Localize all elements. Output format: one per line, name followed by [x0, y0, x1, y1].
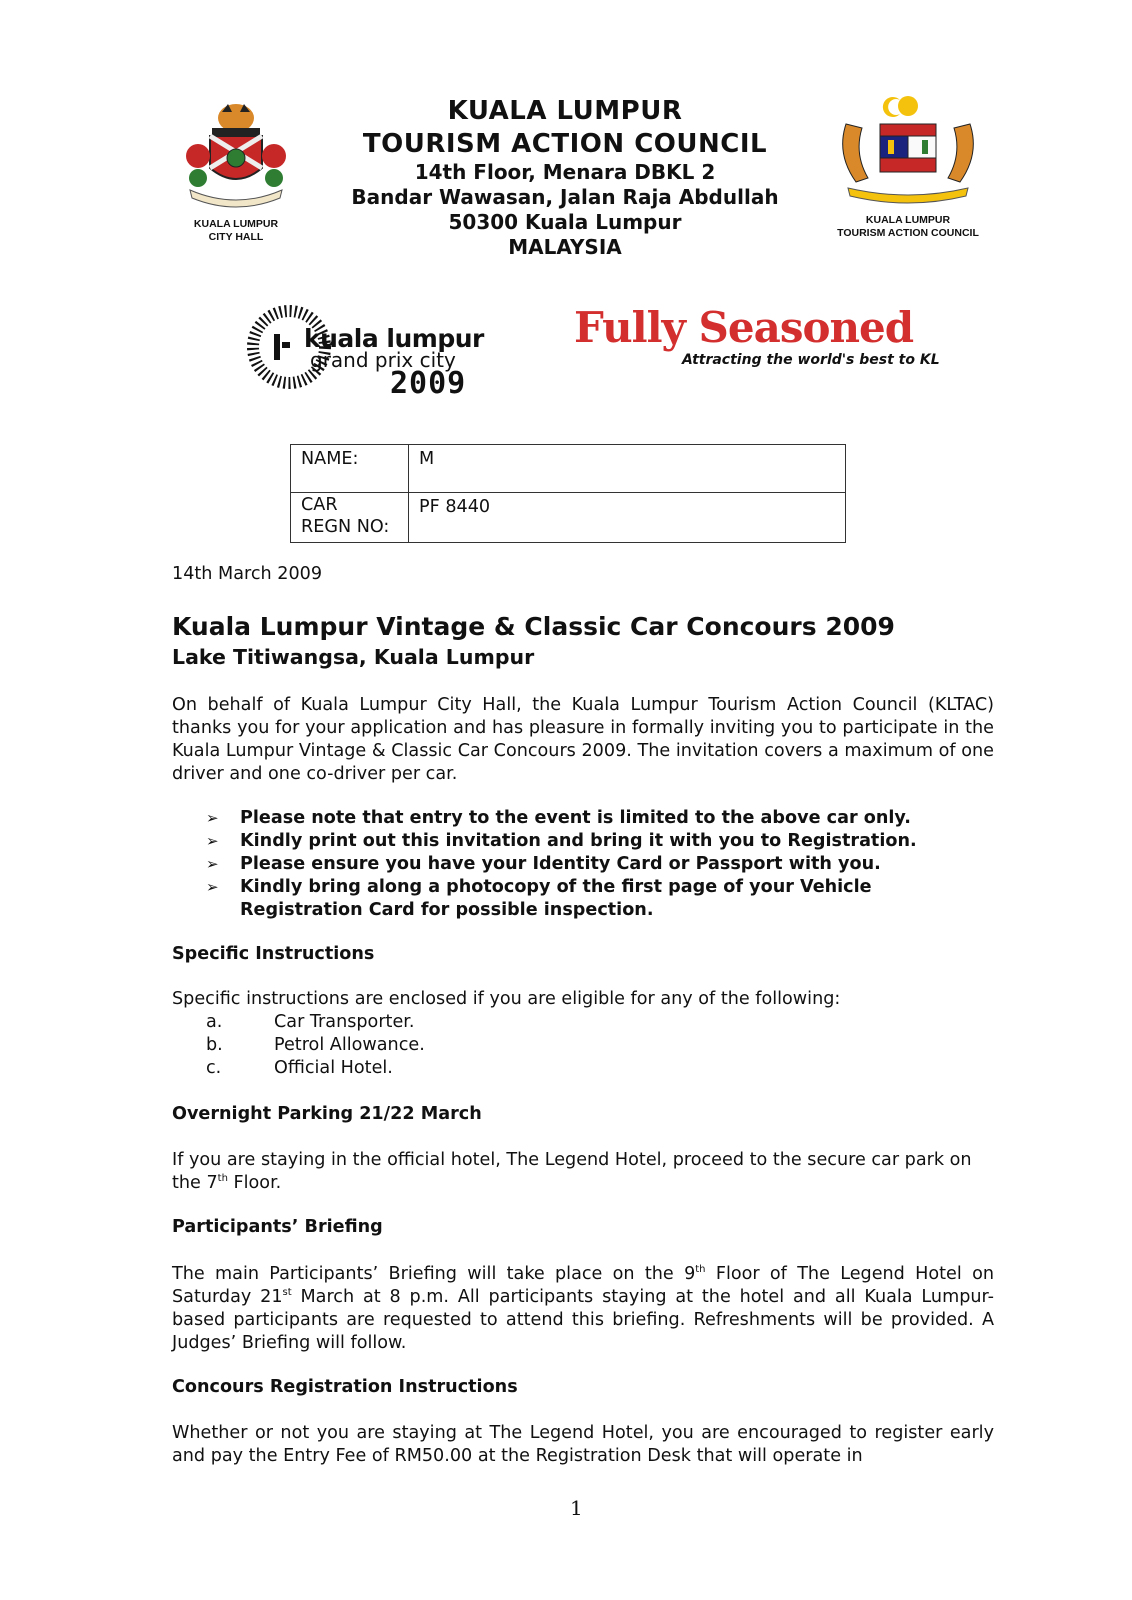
participant-info-table [290, 444, 846, 543]
grand-prix-line1: kuala lumpur [304, 324, 484, 353]
bullet-item [206, 830, 1006, 853]
kltac-caption [828, 214, 988, 240]
address-line4: MALAYSIA [508, 235, 622, 259]
kltac-crest-icon [828, 94, 988, 206]
parking-sup: th [217, 1173, 228, 1185]
briefing-sup: st [282, 1287, 292, 1299]
car-row [291, 493, 846, 543]
event-title: Kuala Lumpur Vintage & Classic Car Concours 2009 [172, 612, 895, 641]
kltac-caption-line1: KUALA LUMPUR [865, 214, 951, 226]
city-hall-logo [182, 98, 290, 243]
car-label-line1: CAR [301, 495, 338, 515]
name-label: NAME: [291, 445, 409, 493]
intro-paragraph: On behalf of Kuala Lumpur City Hall, the Kuala Lumpur Tourism Action Council (KLTAC) thanks you for your application and has pleasure in formally inviting you to participate in the Kuala Lumpur Vintage & Classic Car Concours 2009. The invitation covers a maximum of one driver and one co-driver per car. [172, 695, 994, 784]
registration-text: Whether or not you are staying at The Legend Hotel, you are encouraged to register early and pay the Entry Fee of RM50.00 at the Registration Desk that will operate in [172, 1423, 994, 1466]
parking-text-part: If you are staying in the official hotel, The Legend Hotel, proceed to the secure car park on the 7 [172, 1150, 972, 1193]
bullet-text: Kindly print out this invitation and bring it with you to Registration. [240, 831, 917, 851]
list-label: Car Transporter. [274, 1012, 415, 1032]
bullet-text: Please note that entry to the event is limited to the above car only. [240, 808, 911, 828]
kltac-logo [828, 94, 988, 244]
grand-prix-city-logo [244, 302, 494, 402]
city-hall-caption-line2: CITY HALL [208, 231, 264, 243]
address-line3: 50300 Kuala Lumpur [448, 210, 682, 234]
registration-heading: Concours Registration Instructions [172, 1377, 518, 1397]
kltac-caption-line2: TOURISM ACTION COUNCIL [837, 227, 979, 239]
list-item-petrol-allowance [206, 1035, 425, 1055]
specific-instructions-text: Specific instructions are enclosed if you are eligible for any of the following: [172, 989, 841, 1009]
event-subtitle: Lake Titiwangsa, Kuala Lumpur [172, 645, 535, 669]
parking-text-part: Floor. [227, 1173, 282, 1193]
car-label-line2: REGN NO: [301, 517, 390, 537]
grand-prix-line2: grand prix city [310, 348, 456, 372]
bullet-item [206, 853, 1006, 876]
address-line2: Bandar Wawasan, Jalan Raja Abdullah [351, 185, 779, 209]
list-letter: c. [206, 1058, 222, 1078]
name-value: M [409, 445, 846, 493]
car-label [291, 493, 409, 543]
address-line1: 14th Floor, Menara DBKL 2 [414, 160, 716, 184]
briefing-text-part: The main Participants’ Briefing will take place on the 9 [172, 1264, 696, 1284]
org-name-line2: TOURISM ACTION COUNCIL [362, 129, 768, 159]
arrow-bullet-icon: ➢ [206, 832, 219, 850]
overnight-parking-text [172, 1149, 972, 1195]
list-label: Petrol Allowance. [274, 1035, 425, 1055]
briefing-heading: Participants’ Briefing [172, 1217, 383, 1237]
city-hall-caption-line1: KUALA LUMPUR [193, 218, 279, 230]
arrow-bullet-icon: ➢ [206, 809, 219, 827]
list-item-official-hotel [206, 1058, 393, 1078]
list-item-car-transporter [206, 1012, 414, 1032]
list-label: Official Hotel. [274, 1058, 393, 1078]
briefing-text [172, 1263, 994, 1355]
specific-instructions-heading: Specific Instructions [172, 944, 375, 964]
arrow-bullet-icon: ➢ [206, 855, 219, 873]
briefing-sup: th [695, 1264, 706, 1276]
letter-date: 14th March 2009 [172, 564, 323, 584]
city-hall-crest-icon [182, 98, 290, 210]
bullet-item [206, 876, 1006, 922]
fully-seasoned-tagline: Attracting the world's best to KL [682, 352, 940, 368]
name-row [291, 445, 846, 493]
city-hall-caption [182, 218, 290, 244]
bullet-item [206, 807, 1006, 830]
grand-prix-year: 2009 [390, 366, 467, 401]
bullet-list [206, 807, 1006, 922]
page-number: 1 [570, 1496, 583, 1520]
overnight-parking-heading: Overnight Parking 21/22 March [172, 1104, 482, 1124]
car-value: PF 8440 [409, 493, 846, 543]
list-letter: a. [206, 1012, 223, 1032]
list-letter: b. [206, 1035, 223, 1055]
briefing-text-part: March at 8 p.m. All participants staying at the hotel and all Kuala Lumpur-based participants are requested to attend this briefing. Refreshments will be provided. A Judges’ Briefing will follow. [172, 1287, 994, 1353]
fully-seasoned-title: Fully Seasoned [574, 303, 914, 352]
arrow-bullet-icon: ➢ [206, 878, 219, 896]
bullet-text: Please ensure you have your Identity Card or Passport with you. [240, 854, 881, 874]
briefing-text-part: Floor of The Legend Hotel on Saturday 21 [172, 1264, 994, 1307]
bullet-text: Kindly bring along a photocopy of the first page of your Vehicle Registration Card for possible inspection. [240, 877, 872, 920]
org-name-line1: KUALA LUMPUR [447, 96, 683, 126]
